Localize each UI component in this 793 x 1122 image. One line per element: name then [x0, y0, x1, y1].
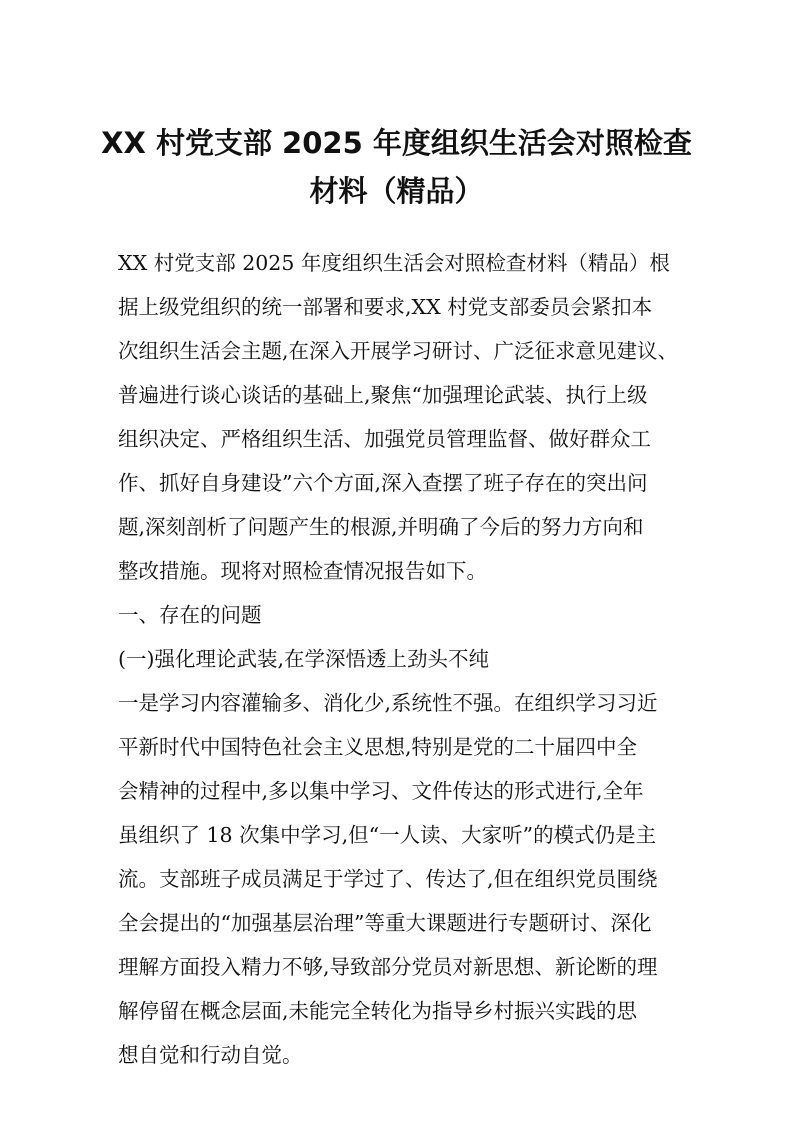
intro-paragraph-line: 整改措施。现将对照检查情况报告如下。: [118, 559, 487, 583]
body-paragraph-line: 全会提出的“加强基层治理”等重大课题进行专题研讨、深化: [118, 911, 652, 935]
intro-paragraph-line: 题,深刻剖析了问题产生的根源,并明确了今后的努力方向和: [118, 515, 644, 539]
body-paragraph-line: 一是学习内容灌输多、消化少,系统性不强。在组织学习习近: [118, 691, 658, 715]
body-paragraph-line: 理解方面投入精力不够,导致部分党员对新思想、新论断的理: [118, 955, 658, 979]
intro-paragraph-line: 组织决定、严格组织生活、加强党员管理监督、做好群众工: [118, 427, 651, 451]
body-paragraph-line: 流。支部班子成员满足于学过了、传达了,但在组织党员围绕: [118, 867, 658, 891]
intro-paragraph-line: 次组织生活会主题,在深入开展学习研讨、广泛征求意见建议、: [118, 339, 679, 363]
intro-paragraph-line: XX 村党支部 2025 年度组织生活会对照检查材料（精品）根: [118, 251, 670, 275]
body-paragraph-line: 解停留在概念层面,未能完全转化为指导乡村振兴实践的思: [118, 999, 638, 1023]
intro-paragraph-line: 作、抓好自身建设”六个方面,深入查摆了班子存在的突出问: [118, 471, 648, 495]
document-title-line-2: 材料（精品）: [309, 174, 484, 208]
body-paragraph-line: 想自觉和行动自觉。: [118, 1043, 303, 1067]
intro-paragraph-line: 普遍进行谈心谈话的基础上,聚焦“加强理论武装、执行上级: [118, 383, 648, 407]
subsection-heading: (一)强化理论武装,在学深悟透上劲头不纯: [118, 647, 490, 671]
intro-paragraph-line: 据上级党组织的统一部署和要求,XX 村党支部委员会紧扣本: [118, 295, 653, 319]
document-title-line-1: XX 村党支部 2025 年度组织生活会对照检查: [101, 126, 692, 160]
section-heading: 一、存在的问题: [118, 603, 262, 627]
body-paragraph-line: 平新时代中国特色社会主义思想,特别是党的二十届四中全: [118, 735, 638, 759]
body-paragraph-line: 虽组织了 18 次集中学习,但“一人读、大家听”的模式仍是主: [118, 823, 657, 847]
body-paragraph-line: 会精神的过程中,多以集中学习、文件传达的形式进行,全年: [118, 779, 644, 803]
